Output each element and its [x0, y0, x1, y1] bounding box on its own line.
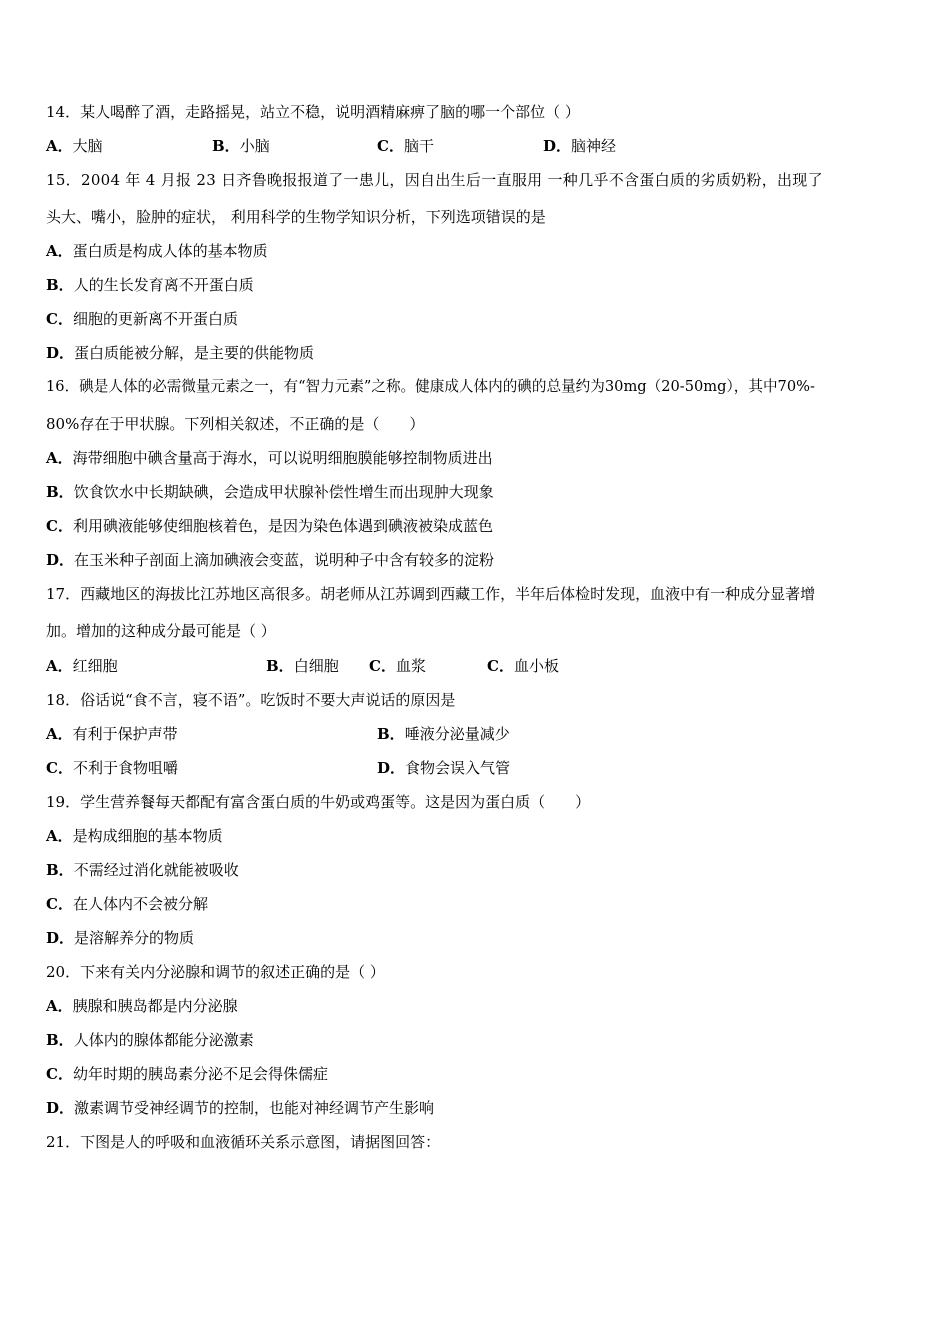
q16-option-d: D．在玉米种子剖面上滴加碘液会变蓝，说明种子中含有较多的淀粉 — [46, 551, 495, 569]
q14-option-c: C．脑干 — [377, 137, 434, 155]
q14-option-d: D．脑神经 — [543, 137, 617, 155]
q15-option-a: A．蛋白质是构成人体的基本物质 — [46, 242, 268, 260]
q18-option-d: D．食物会误入气管 — [377, 759, 511, 777]
q18-stem: 18．俗话说“食不言，寝不语”。吃饭时不要大声说话的原因是 — [46, 691, 456, 709]
q20-option-d: D．激素调节受神经调节的控制，也能对神经调节产生影响 — [46, 1099, 435, 1117]
q20-option-b: B．人体内的腺体都能分泌激素 — [46, 1031, 254, 1049]
q19-option-c: C．在人体内不会被分解 — [46, 895, 208, 913]
q14-option-a: A．大脑 — [46, 137, 103, 155]
q17-option-d: C．血小板 — [487, 657, 559, 675]
q20-stem: 20．下来有关内分泌腺和调节的叙述正确的是（ ） — [46, 963, 385, 981]
q16-stem-line1: 16．碘是人体的必需微量元素之一，有“智力元素”之称。健康成人体内的碘的总量约为30mg（20-50mg），其中70%- — [46, 378, 815, 395]
q15-stem-line2: 头大、嘴小，脸肿的症状， 利用科学的生物学知识分析，下列选项错误的是 — [46, 208, 546, 226]
q18-option-c: C．不利于食物咀嚼 — [46, 759, 178, 777]
q16-option-a: A．海带细胞中碘含量高于海水，可以说明细胞膜能够控制物质进出 — [46, 449, 493, 467]
q17-stem-line2: 加。增加的这种成分最可能是（ ） — [46, 622, 276, 640]
q20-option-c: C．幼年时期的胰岛素分泌不足会得侏儒症 — [46, 1065, 328, 1083]
q17-option-a: A．红细胞 — [46, 657, 118, 675]
q14-stem: 14．某人喝醉了酒，走路摇晃，站立不稳，说明酒精麻痹了脑的哪一个部位（ ） — [46, 103, 580, 121]
q17-stem-line1: 17．西藏地区的海拔比江苏地区高很多。胡老师从江苏调到西藏工作，半年后体检时发现，血液中有一种成分显著增 — [46, 585, 816, 603]
q17-option-b: B．白细胞 — [266, 657, 339, 675]
q16-option-b: B．饮食饮水中长期缺碘，会造成甲状腺补偿性增生而出现肿大现象 — [46, 483, 494, 501]
q15-option-c: C．细胞的更新离不开蛋白质 — [46, 310, 238, 328]
q15-option-d: D．蛋白质能被分解，是主要的供能物质 — [46, 344, 315, 362]
q20-option-a: A．胰腺和胰岛都是内分泌腺 — [46, 997, 238, 1015]
q18-option-b: B．唾液分泌量减少 — [377, 725, 510, 743]
q21-stem: 21．下图是人的呼吸和血液循环关系示意图，请据图回答： — [46, 1133, 441, 1151]
q16-stem-line2: 80%存在于甲状腺。下列相关叙述，不正确的是（ ） — [46, 415, 425, 433]
q19-option-d: D．是溶解养分的物质 — [46, 929, 195, 947]
q19-stem: 19．学生营养餐每天都配有富含蛋白质的牛奶或鸡蛋等。这是因为蛋白质（ ） — [46, 793, 591, 811]
q18-option-a: A．有利于保护声带 — [46, 725, 178, 743]
q19-option-a: A．是构成细胞的基本物质 — [46, 827, 223, 845]
q15-option-b: B．人的生长发育离不开蛋白质 — [46, 276, 254, 294]
q16-option-c: C．利用碘液能够使细胞核着色，是因为染色体遇到碘液被染成蓝色 — [46, 517, 493, 535]
q17-option-c: C．血浆 — [369, 657, 426, 675]
q19-option-b: B．不需经过消化就能被吸收 — [46, 861, 239, 879]
q14-option-b: B．小脑 — [212, 137, 270, 155]
q15-stem-line1: 15．2004 年 4 月报 23 日齐鲁晚报报道了一患儿，因自出生后一直服用 一种几乎不含蛋白质的劣质奶粉，出现了 — [46, 171, 823, 189]
